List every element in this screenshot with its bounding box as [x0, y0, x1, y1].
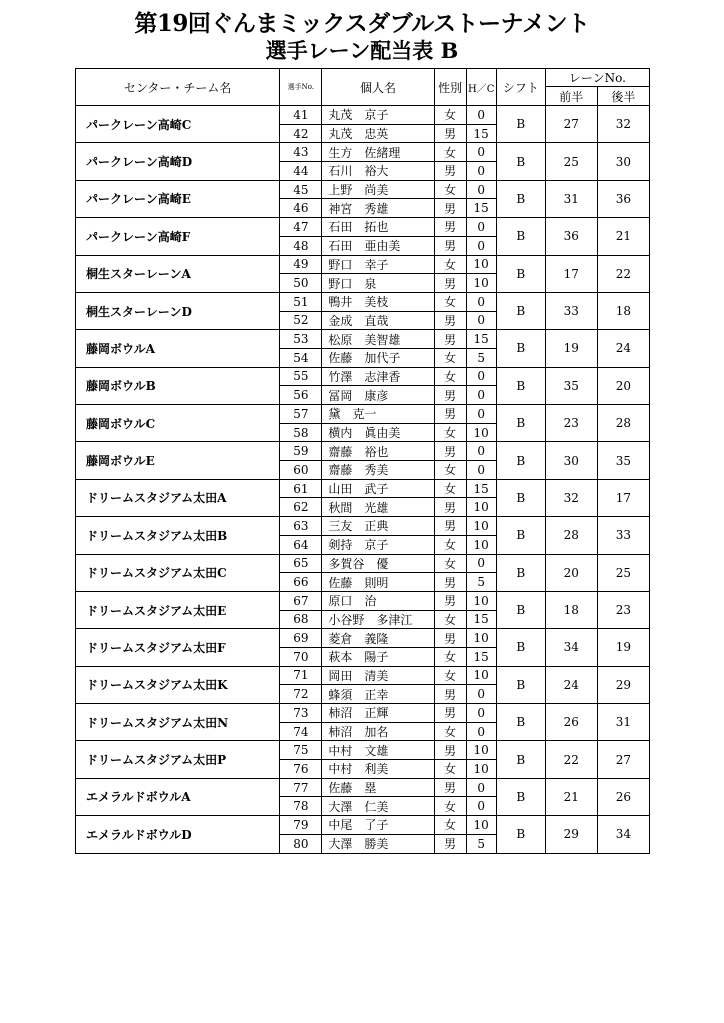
player-name: 蜂須 正幸	[322, 685, 434, 704]
shift-cell: B	[496, 479, 545, 516]
player-gender: 女	[434, 367, 466, 386]
player-number: 77	[280, 778, 322, 797]
team-name: 藤岡ボウルB	[76, 367, 280, 404]
player-handicap: 15	[466, 330, 496, 349]
player-handicap: 15	[466, 124, 496, 143]
shift-cell: B	[496, 778, 545, 815]
player-gender: 男	[434, 124, 466, 143]
player-number: 42	[280, 124, 322, 143]
lane-second-half: 23	[597, 591, 649, 628]
lane-second-half: 35	[597, 442, 649, 479]
player-handicap: 10	[466, 591, 496, 610]
player-name: 剣持 京子	[322, 535, 434, 554]
player-handicap: 0	[466, 386, 496, 405]
player-number: 54	[280, 348, 322, 367]
player-name: 上野 尚美	[322, 180, 434, 199]
lane-second-half: 30	[597, 143, 649, 180]
player-name: 佐藤 則明	[322, 573, 434, 592]
lane-first-half: 35	[545, 367, 597, 404]
player-handicap: 15	[466, 610, 496, 629]
player-name: 野口 幸子	[322, 255, 434, 274]
shift-cell: B	[496, 143, 545, 180]
player-number: 70	[280, 647, 322, 666]
player-handicap: 15	[466, 479, 496, 498]
player-gender: 男	[434, 591, 466, 610]
player-number: 71	[280, 666, 322, 685]
player-name: 大澤 勝美	[322, 834, 434, 853]
shift-cell: B	[496, 106, 545, 143]
lane-first-half: 24	[545, 666, 597, 703]
player-gender: 女	[434, 106, 466, 125]
table-row	[76, 143, 650, 162]
player-handicap: 10	[466, 423, 496, 442]
player-name: 岡田 清美	[322, 666, 434, 685]
player-name: 大澤 仁美	[322, 797, 434, 816]
lane-second-half: 36	[597, 180, 649, 217]
player-handicap: 0	[466, 442, 496, 461]
lane-first-half: 20	[545, 554, 597, 591]
table-row	[76, 255, 650, 274]
team-name: パークレーン高崎F	[76, 218, 280, 255]
player-name: 柿沼 加名	[322, 722, 434, 741]
player-name: 黛 克一	[322, 405, 434, 424]
lane-second-half: 29	[597, 666, 649, 703]
player-number: 46	[280, 199, 322, 218]
shift-cell: B	[496, 591, 545, 628]
player-number: 56	[280, 386, 322, 405]
team-name: ドリームスタジアム太田K	[76, 666, 280, 703]
player-handicap: 5	[466, 573, 496, 592]
lane-first-half: 30	[545, 442, 597, 479]
player-name: 竹澤 志津香	[322, 367, 434, 386]
player-name: 神宮 秀雄	[322, 199, 434, 218]
player-number: 67	[280, 591, 322, 610]
player-gender: 女	[434, 180, 466, 199]
table-row	[76, 778, 650, 797]
player-gender: 女	[434, 479, 466, 498]
team-name: 藤岡ボウルC	[76, 405, 280, 442]
player-name: 冨岡 康彦	[322, 386, 434, 405]
player-gender: 男	[434, 199, 466, 218]
player-number: 75	[280, 741, 322, 760]
player-name: 小谷野 多津江	[322, 610, 434, 629]
player-handicap: 10	[466, 816, 496, 835]
player-gender: 女	[434, 423, 466, 442]
player-gender: 男	[434, 236, 466, 255]
table-row	[76, 330, 650, 349]
player-handicap: 0	[466, 405, 496, 424]
lane-first-half: 23	[545, 405, 597, 442]
player-number: 60	[280, 461, 322, 480]
player-number: 43	[280, 143, 322, 162]
player-gender: 男	[434, 834, 466, 853]
player-name: 佐藤 塁	[322, 778, 434, 797]
player-gender: 女	[434, 535, 466, 554]
player-name: 中村 文雄	[322, 741, 434, 760]
team-name: パークレーン高崎D	[76, 143, 280, 180]
player-number: 48	[280, 236, 322, 255]
team-name: 桐生スターレーンA	[76, 255, 280, 292]
team-name: パークレーン高崎C	[76, 106, 280, 143]
table-row	[76, 292, 650, 311]
player-handicap: 10	[466, 517, 496, 536]
lane-first-half: 28	[545, 517, 597, 554]
player-handicap: 0	[466, 106, 496, 125]
shift-cell: B	[496, 741, 545, 778]
player-number: 68	[280, 610, 322, 629]
page-subtitle: 選手レーン配当表 B	[265, 38, 459, 63]
header-gender: 性別	[434, 69, 466, 106]
lane-second-half: 27	[597, 741, 649, 778]
shift-cell: B	[496, 218, 545, 255]
player-number: 61	[280, 479, 322, 498]
lane-first-half: 27	[545, 106, 597, 143]
lane-second-half: 28	[597, 405, 649, 442]
player-name: 中村 利美	[322, 760, 434, 779]
player-name: 生方 佐緒理	[322, 143, 434, 162]
shift-cell: B	[496, 330, 545, 367]
player-gender: 男	[434, 704, 466, 723]
lane-second-half: 18	[597, 292, 649, 329]
lane-first-half: 33	[545, 292, 597, 329]
team-name: ドリームスタジアム太田B	[76, 517, 280, 554]
player-gender: 男	[434, 517, 466, 536]
team-name: 桐生スターレーンD	[76, 292, 280, 329]
lane-second-half: 26	[597, 778, 649, 815]
shift-cell: B	[496, 180, 545, 217]
lane-second-half: 17	[597, 479, 649, 516]
player-gender: 女	[434, 143, 466, 162]
lane-first-half: 21	[545, 778, 597, 815]
player-gender: 女	[434, 610, 466, 629]
table-row	[76, 517, 650, 536]
player-number: 52	[280, 311, 322, 330]
team-name: ドリームスタジアム太田A	[76, 479, 280, 516]
player-gender: 女	[434, 797, 466, 816]
player-handicap: 0	[466, 554, 496, 573]
player-number: 73	[280, 704, 322, 723]
table-row	[76, 479, 650, 498]
player-number: 76	[280, 760, 322, 779]
header-hc: H／C	[466, 69, 496, 106]
player-number: 78	[280, 797, 322, 816]
lane-second-half: 31	[597, 704, 649, 741]
player-gender: 男	[434, 405, 466, 424]
table-row	[76, 554, 650, 573]
player-handicap: 5	[466, 348, 496, 367]
player-name: 山田 武子	[322, 479, 434, 498]
player-name: 齋藤 裕也	[322, 442, 434, 461]
header-first-half: 前半	[545, 87, 597, 106]
shift-cell: B	[496, 367, 545, 404]
table-row	[76, 816, 650, 835]
lane-second-half: 20	[597, 367, 649, 404]
player-number: 47	[280, 218, 322, 237]
player-number: 59	[280, 442, 322, 461]
team-name: パークレーン高崎E	[76, 180, 280, 217]
player-handicap: 10	[466, 255, 496, 274]
player-name: 三友 正典	[322, 517, 434, 536]
player-number: 79	[280, 816, 322, 835]
player-gender: 男	[434, 573, 466, 592]
player-gender: 女	[434, 666, 466, 685]
player-handicap: 10	[466, 666, 496, 685]
player-handicap: 0	[466, 180, 496, 199]
header-player-no: 選手No.	[280, 69, 322, 106]
player-number: 64	[280, 535, 322, 554]
team-name: 藤岡ボウルA	[76, 330, 280, 367]
player-handicap: 15	[466, 647, 496, 666]
player-name: 菱倉 義隆	[322, 629, 434, 648]
header-second-half: 後半	[597, 87, 649, 106]
lane-second-half: 19	[597, 629, 649, 666]
team-name: ドリームスタジアム太田P	[76, 741, 280, 778]
player-name: 松原 美智雄	[322, 330, 434, 349]
player-handicap: 0	[466, 367, 496, 386]
shift-cell: B	[496, 666, 545, 703]
team-name: ドリームスタジアム太田N	[76, 704, 280, 741]
table-row	[76, 704, 650, 723]
table-body	[76, 106, 650, 854]
team-name: ドリームスタジアム太田F	[76, 629, 280, 666]
player-number: 50	[280, 274, 322, 293]
player-name: 秋間 光雄	[322, 498, 434, 517]
player-handicap: 0	[466, 143, 496, 162]
player-handicap: 0	[466, 236, 496, 255]
shift-cell: B	[496, 629, 545, 666]
table-row	[76, 405, 650, 424]
player-gender: 男	[434, 311, 466, 330]
player-gender: 男	[434, 498, 466, 517]
header-shift: シフト	[496, 69, 545, 106]
player-handicap: 10	[466, 274, 496, 293]
lane-second-half: 32	[597, 106, 649, 143]
player-handicap: 0	[466, 218, 496, 237]
player-name: 丸茂 京子	[322, 106, 434, 125]
player-number: 69	[280, 629, 322, 648]
lane-first-half: 31	[545, 180, 597, 217]
lane-first-half: 36	[545, 218, 597, 255]
lane-second-half: 22	[597, 255, 649, 292]
lane-first-half: 17	[545, 255, 597, 292]
player-number: 58	[280, 423, 322, 442]
lane-first-half: 22	[545, 741, 597, 778]
shift-cell: B	[496, 517, 545, 554]
shift-cell: B	[496, 405, 545, 442]
team-name: ドリームスタジアム太田C	[76, 554, 280, 591]
lane-first-half: 19	[545, 330, 597, 367]
player-number: 45	[280, 180, 322, 199]
player-handicap: 10	[466, 535, 496, 554]
lane-assignment-table	[75, 68, 650, 854]
player-gender: 女	[434, 292, 466, 311]
lane-first-half: 18	[545, 591, 597, 628]
player-number: 51	[280, 292, 322, 311]
lane-first-half: 25	[545, 143, 597, 180]
player-number: 49	[280, 255, 322, 274]
player-name: 金成 直哉	[322, 311, 434, 330]
player-gender: 男	[434, 274, 466, 293]
table-row	[76, 666, 650, 685]
table-row	[76, 741, 650, 760]
player-name: 石田 拓也	[322, 218, 434, 237]
player-number: 57	[280, 405, 322, 424]
shift-cell: B	[496, 442, 545, 479]
player-number: 53	[280, 330, 322, 349]
player-gender: 女	[434, 722, 466, 741]
player-handicap: 0	[466, 704, 496, 723]
lane-first-half: 26	[545, 704, 597, 741]
player-name: 石田 亜由美	[322, 236, 434, 255]
lane-first-half: 32	[545, 479, 597, 516]
player-handicap: 10	[466, 629, 496, 648]
player-gender: 女	[434, 461, 466, 480]
page-title: 第19回ぐんまミックスダブルストーナメント	[134, 10, 590, 37]
player-number: 44	[280, 162, 322, 181]
lane-second-half: 34	[597, 816, 649, 853]
player-number: 80	[280, 834, 322, 853]
player-handicap: 0	[466, 722, 496, 741]
player-handicap: 10	[466, 498, 496, 517]
player-number: 65	[280, 554, 322, 573]
player-name: 多賀谷 優	[322, 554, 434, 573]
player-name: 齋藤 秀美	[322, 461, 434, 480]
player-handicap: 5	[466, 834, 496, 853]
table-row	[76, 106, 650, 125]
team-name: エメラルドボウルA	[76, 778, 280, 815]
player-name: 石川 裕大	[322, 162, 434, 181]
shift-cell: B	[496, 816, 545, 853]
table-row	[76, 591, 650, 610]
player-name: 鴨井 美枝	[322, 292, 434, 311]
player-number: 62	[280, 498, 322, 517]
header-team: センター・チーム名	[76, 69, 280, 106]
player-name: 野口 泉	[322, 274, 434, 293]
player-gender: 女	[434, 816, 466, 835]
player-gender: 男	[434, 218, 466, 237]
player-number: 66	[280, 573, 322, 592]
player-name: 横内 眞由美	[322, 423, 434, 442]
player-handicap: 0	[466, 778, 496, 797]
player-number: 63	[280, 517, 322, 536]
player-number: 74	[280, 722, 322, 741]
lane-first-half: 29	[545, 816, 597, 853]
lane-second-half: 21	[597, 218, 649, 255]
table-row	[76, 218, 650, 237]
shift-cell: B	[496, 704, 545, 741]
player-name: 萩本 陽子	[322, 647, 434, 666]
player-handicap: 15	[466, 199, 496, 218]
player-gender: 男	[434, 778, 466, 797]
shift-cell: B	[496, 554, 545, 591]
player-gender: 男	[434, 741, 466, 760]
header-lane: レーンNo.	[545, 69, 649, 87]
player-gender: 女	[434, 255, 466, 274]
player-name: 丸茂 忠英	[322, 124, 434, 143]
player-name: 原口 治	[322, 591, 434, 610]
table-row	[76, 180, 650, 199]
player-gender: 男	[434, 442, 466, 461]
player-gender: 女	[434, 647, 466, 666]
player-name: 中尾 了子	[322, 816, 434, 835]
player-gender: 男	[434, 162, 466, 181]
table-row	[76, 629, 650, 648]
table-row	[76, 442, 650, 461]
player-gender: 女	[434, 760, 466, 779]
player-name: 佐藤 加代子	[322, 348, 434, 367]
player-gender: 男	[434, 386, 466, 405]
player-number: 55	[280, 367, 322, 386]
player-gender: 女	[434, 554, 466, 573]
team-name: 藤岡ボウルE	[76, 442, 280, 479]
player-handicap: 10	[466, 741, 496, 760]
player-name: 柿沼 正輝	[322, 704, 434, 723]
header-name: 個人名	[322, 69, 434, 106]
player-gender: 男	[434, 685, 466, 704]
lane-second-half: 33	[597, 517, 649, 554]
lane-second-half: 25	[597, 554, 649, 591]
lane-first-half: 34	[545, 629, 597, 666]
player-handicap: 0	[466, 461, 496, 480]
table-row	[76, 367, 650, 386]
player-gender: 男	[434, 330, 466, 349]
player-handicap: 0	[466, 292, 496, 311]
team-name: エメラルドボウルD	[76, 816, 280, 853]
player-handicap: 0	[466, 162, 496, 181]
player-handicap: 10	[466, 760, 496, 779]
shift-cell: B	[496, 255, 545, 292]
player-handicap: 0	[466, 685, 496, 704]
player-number: 41	[280, 106, 322, 125]
player-number: 72	[280, 685, 322, 704]
player-handicap: 0	[466, 797, 496, 816]
lane-second-half: 24	[597, 330, 649, 367]
team-name: ドリームスタジアム太田E	[76, 591, 280, 628]
shift-cell: B	[496, 292, 545, 329]
player-handicap: 0	[466, 311, 496, 330]
player-gender: 男	[434, 629, 466, 648]
player-gender: 女	[434, 348, 466, 367]
